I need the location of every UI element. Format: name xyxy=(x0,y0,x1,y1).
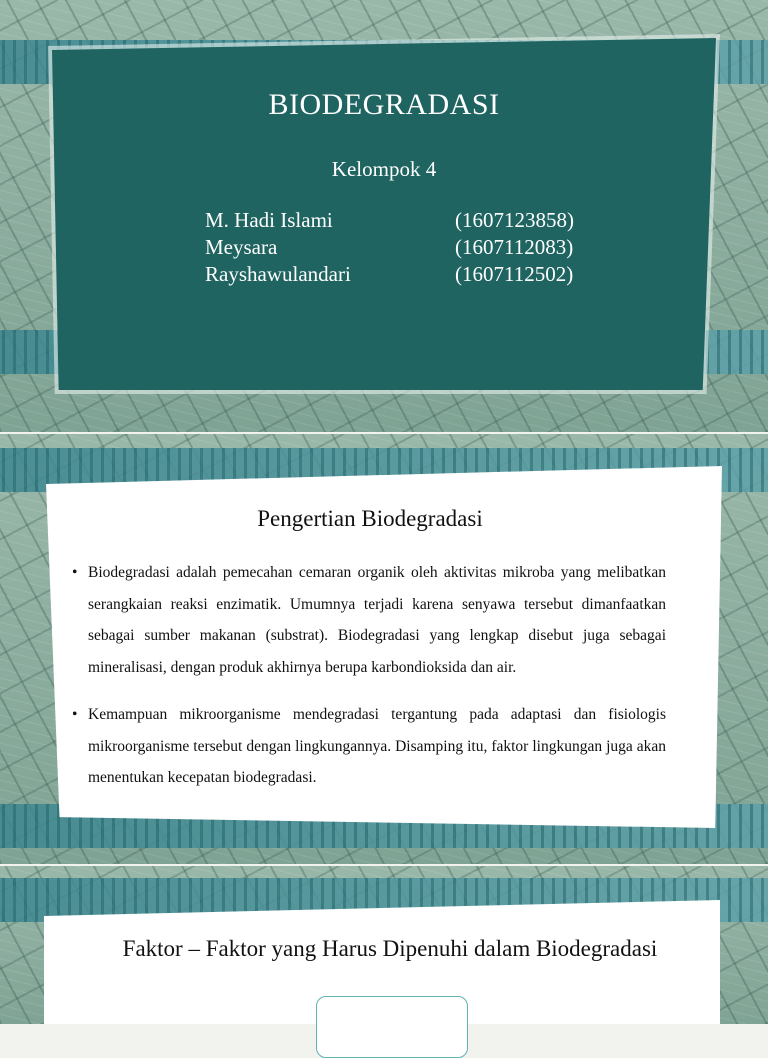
diagram-box xyxy=(316,996,468,1058)
member-row xyxy=(205,207,585,234)
member-row xyxy=(205,261,585,288)
member-name: M. Hadi Islami xyxy=(205,208,333,232)
list-item xyxy=(72,557,666,683)
bullet-icon: • xyxy=(72,706,78,723)
slide-1-title: BIODEGRADASI xyxy=(268,88,500,121)
member-row xyxy=(205,234,585,261)
group-label: Kelompok 4 xyxy=(331,157,437,181)
list-item xyxy=(72,699,666,794)
bullet-icon: • xyxy=(72,564,78,581)
member-nim: (1607123858) xyxy=(455,208,574,232)
member-list xyxy=(205,207,585,288)
slide-3-title: Faktor – Faktor yang Harus Dipenuhi dalam Biodegradasi xyxy=(122,936,658,961)
member-name: Rayshawulandari xyxy=(205,262,351,286)
member-nim: (1607112502) xyxy=(455,262,574,286)
bullet-list xyxy=(72,557,666,810)
member-nim: (1607112083) xyxy=(455,235,574,259)
bullet-text: Kemampuan mikroorganisme mendegradasi tergantung pada adaptasi dan fisiologis mikroorganisme tersebut dengan lingkungannya. Disamping itu, faktor lingkungan juga akan menentukan kecepatan biodegradasi. xyxy=(88,706,666,786)
member-name: Meysara xyxy=(205,235,278,259)
slide-2-title: Pengertian Biodegradasi xyxy=(257,506,483,531)
bullet-text: Biodegradasi adalah pemecahan cemaran organik oleh aktivitas mikroba yang melibatkan serangkaian reaksi enzimatik. Umumnya terjadi karena senyawa tersebut dimanfaatkan sebagai sumber makanan (substrat). Biodegradasi yang lengkap disebut juga sebagai mineralisasi, dengan produk akhirnya berupa karbondioksida dan air. xyxy=(88,564,666,676)
